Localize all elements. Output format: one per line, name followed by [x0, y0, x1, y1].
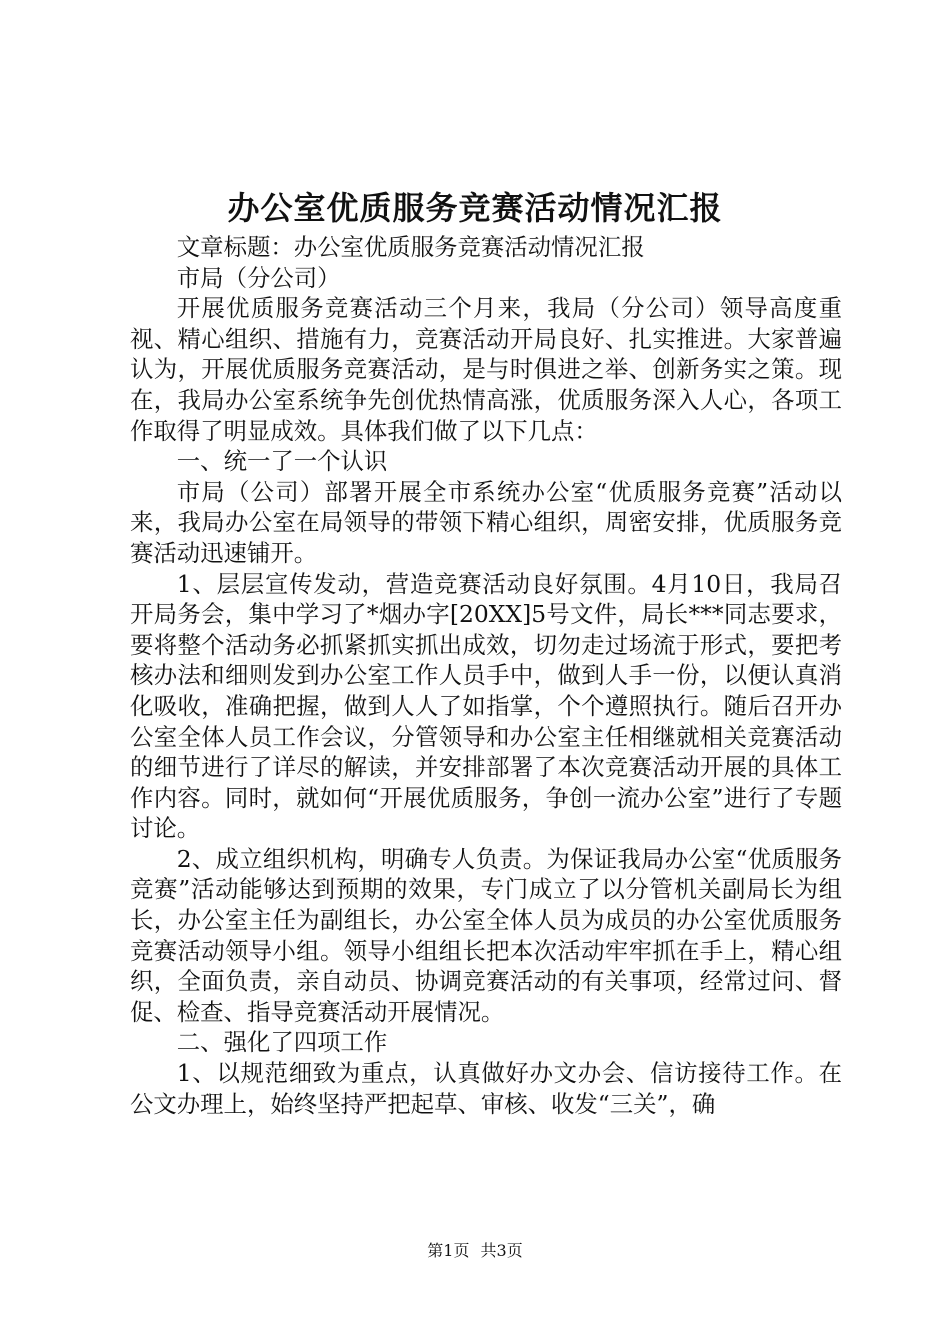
section-2-item-1-paragraph: 1、以规范细致为重点，认真做好办文办会、信访接待工作。在公文办理上，始终坚持严把起草、审核、收发“三关”，确	[130, 1059, 842, 1118]
intro-paragraph: 开展优质服务竞赛活动三个月来，我局（分公司）领导高度重视、精心组织、措施有力，竞赛活动开局良好、扎实推进。大家普遍认为，开展优质服务竞赛活动，是与时俱进之举、创新务实之策。现在，我局办公室系统争先创优热情高涨，优质服务深入人心，各项工作取得了明显成效。具体我们做了以下几点：	[130, 294, 842, 445]
recipient-line: 市局（分公司）	[176, 263, 341, 292]
document-title: 办公室优质服务竞赛活动情况汇报	[227, 189, 723, 227]
item-1-paragraph: 1、层层宣传发动，营造竞赛活动良好氛围。4月10日，我局召开局务会，集中学习了*烟办字[20XX]5号文件，局长***同志要求，要将整个活动务必抓紧抓实抓出成效，切勿走过场流于形式，要把考核办法和细则发到办公室工作人员手中，做到人手一份，以便认真消化吸收，准确把握，做到人人了如指掌，个个遵照执行。随后召开办公室全体人员工作会议，分管领导和办公室主任相继就相关竞赛活动的细节进行了详尽的解读，并安排部署了本次竞赛活动开展的具体工作内容。同时，就如何“开展优质服务，争创一流办公室”进行了专题讨论。	[130, 569, 842, 843]
section-heading-2: 二、强化了四项工作	[176, 1028, 388, 1057]
article-title-line: 文章标题：办公室优质服务竞赛活动情况汇报	[176, 233, 645, 261]
document-body	[130, 232, 842, 1119]
section-1-paragraph: 市局（公司）部署开展全市系统办公室“优质服务竞赛”活动以来，我局办公室在局领导的带领下精心组织，周密安排，优质服务竞赛活动迅速铺开。	[130, 477, 842, 567]
page-number-footer: 第1页 共3页	[427, 1241, 523, 1260]
section-heading-1: 一、统一了一个认识	[176, 447, 388, 476]
item-2-paragraph: 2、成立组织机构，明确专人负责。为保证我局办公室“优质服务竞赛”活动能够达到预期的效果，专门成立了以分管机关副局长为组长，办公室主任为副组长，办公室全体人员为成员的办公室优质服务竞赛活动领导小组。领导小组组长把本次活动牢牢抓在手上，精心组织，全面负责，亲自动员、协调竞赛活动的有关事项，经常过问、督促、检查、指导竞赛活动开展情况。	[130, 844, 842, 1026]
